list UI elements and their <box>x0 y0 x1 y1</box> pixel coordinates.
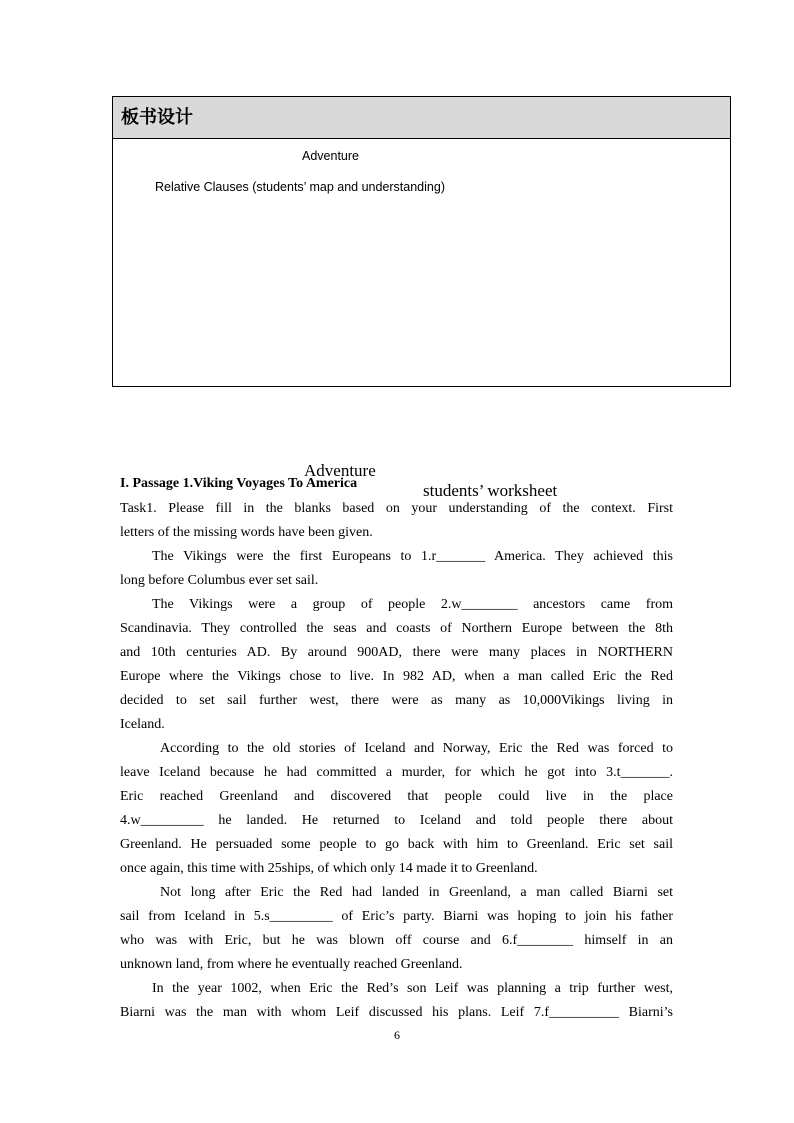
text-line: sail from Iceland in 5.s_________ of Eric’s party. Biarni was hoping to join his father <box>120 909 673 924</box>
board-line-relative-clauses: Relative Clauses (students’ map and understanding) <box>155 180 445 194</box>
text-line: 4.w_________ he landed. He returned to Iceland and told people there about <box>120 813 673 828</box>
text-line: decided to set sail further west, there were as many as 10,000Vikings living in <box>120 693 673 708</box>
text-line: leave Iceland because he had committed a murder, for which he got into 3.t_______. <box>120 765 673 780</box>
text-line: Not long after Eric the Red had landed in Greenland, a man called Biarni set <box>160 885 673 900</box>
worksheet-title-left: Adventure <box>304 461 376 480</box>
text-line: Iceland. <box>120 717 165 732</box>
board-design-box <box>112 96 731 387</box>
text-line: Task1. Please fill in the blanks based on your understanding of the context. First <box>120 501 673 516</box>
worksheet-title-right: students’ worksheet <box>423 481 558 500</box>
text-line: and 10th centuries AD. By around 900AD, there were many places in NORTHERN <box>120 645 673 660</box>
worksheet-title <box>0 441 794 501</box>
text-line: Scandinavia. They controlled the seas and coasts of Northern Europe between the 8th <box>120 621 673 636</box>
text-line: long before Columbus ever set sail. <box>120 573 319 588</box>
text-line: unknown land, from where he eventually reached Greenland. <box>120 957 463 972</box>
text-line: According to the old stories of Iceland and Norway, Eric the Red was forced to <box>160 741 673 756</box>
text-line: Eric reached Greenland and discovered that people could live in the place <box>120 789 673 804</box>
page-number: 6 <box>394 1028 400 1042</box>
text-line: The Vikings were a group of people 2.w________ ancestors came from <box>152 597 673 612</box>
section-heading: I. Passage 1.Viking Voyages To America <box>120 476 358 491</box>
text-line: Biarni was the man with whom Leif discussed his plans. Leif 7.f__________ Biarni’s <box>120 1005 673 1020</box>
text-line: The Vikings were the first Europeans to 1.r_______ America. They achieved this <box>152 549 673 564</box>
text-line: letters of the missing words have been given. <box>120 525 373 540</box>
board-design-header: 板书设计 <box>113 97 730 139</box>
text-line: Greenland. He persuaded some people to go back with him to Greenland. Eric set sail <box>120 837 673 852</box>
text-line: Europe where the Vikings chose to live. In 982 AD, when a man called Eric the Red <box>120 669 673 684</box>
board-line-adventure: Adventure <box>302 149 359 163</box>
text-line: who was with Eric, but he was blown off course and 6.f________ himself in an <box>120 933 673 948</box>
text-line: once again, this time with 25ships, of which only 14 made it to Greenland. <box>120 861 538 876</box>
text-line: In the year 1002, when Eric the Red’s son Leif was planning a trip further west, <box>152 981 673 996</box>
